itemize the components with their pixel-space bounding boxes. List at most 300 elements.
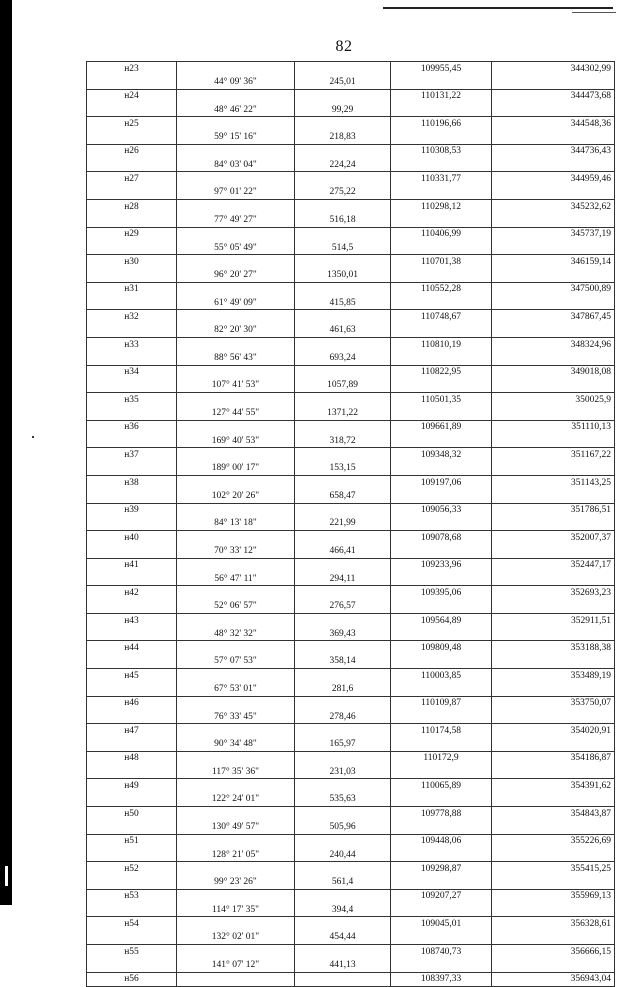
- coordinate-x: 110552,28: [391, 282, 492, 296]
- direction-angle: 84° 03' 04": [177, 158, 295, 172]
- empty-cell: [87, 462, 177, 476]
- empty-cell: [295, 475, 391, 489]
- direction-angle: 57° 07' 53": [177, 655, 295, 669]
- empty-cell: [177, 255, 295, 269]
- segment-length: 278,46: [295, 710, 391, 724]
- coordinate-y: 351167,22: [492, 448, 615, 462]
- coordinate-x: 110406,99: [391, 227, 492, 241]
- empty-cell: [295, 62, 391, 76]
- segment-length: 318,72: [295, 434, 391, 448]
- empty-cell: [492, 738, 615, 752]
- direction-angle: 117° 35' 36": [177, 765, 295, 779]
- empty-cell: [492, 489, 615, 503]
- empty-cell: [87, 75, 177, 89]
- direction-angle: 97° 01' 22": [177, 186, 295, 200]
- direction-angle: 88° 56' 43": [177, 351, 295, 365]
- empty-cell: [87, 324, 177, 338]
- empty-cell: [295, 917, 391, 931]
- point-name: н49: [87, 779, 177, 793]
- coordinate-y: 345232,62: [492, 199, 615, 213]
- point-name: н48: [87, 751, 177, 765]
- point-row: [87, 448, 615, 462]
- coordinate-x: 110174,58: [391, 724, 492, 738]
- coordinate-y: 351786,51: [492, 503, 615, 517]
- empty-cell: [295, 889, 391, 903]
- empty-cell: [87, 931, 177, 945]
- point-name: н38: [87, 475, 177, 489]
- coordinate-x: 109661,89: [391, 420, 492, 434]
- point-row: [87, 310, 615, 324]
- segment-row: [87, 931, 615, 945]
- empty-cell: [177, 972, 295, 986]
- empty-cell: [87, 241, 177, 255]
- coordinate-y: 352447,17: [492, 558, 615, 572]
- point-row: [87, 475, 615, 489]
- empty-cell: [177, 807, 295, 821]
- coordinate-y: 347500,89: [492, 282, 615, 296]
- segment-row: [87, 379, 615, 393]
- empty-cell: [295, 558, 391, 572]
- empty-cell: [391, 489, 492, 503]
- header-rule: [383, 7, 613, 9]
- coordinate-x: 109348,32: [391, 448, 492, 462]
- empty-cell: [87, 186, 177, 200]
- empty-cell: [391, 738, 492, 752]
- empty-cell: [295, 117, 391, 131]
- coordinate-y: 352911,51: [492, 613, 615, 627]
- empty-cell: [177, 144, 295, 158]
- segment-row: [87, 903, 615, 917]
- segment-row: [87, 627, 615, 641]
- segment-length: 441,13: [295, 958, 391, 972]
- coordinate-y: 345737,19: [492, 227, 615, 241]
- empty-cell: [177, 558, 295, 572]
- empty-cell: [391, 793, 492, 807]
- coordinate-x: 110298,12: [391, 199, 492, 213]
- coordinates-table-body: [87, 62, 615, 987]
- direction-angle: 82° 20' 30": [177, 324, 295, 338]
- empty-cell: [87, 130, 177, 144]
- empty-cell: [87, 820, 177, 834]
- direction-angle: 99° 23' 26": [177, 876, 295, 890]
- coordinate-y: 356943,04: [492, 972, 615, 986]
- coordinate-x: 110822,95: [391, 365, 492, 379]
- empty-cell: [295, 586, 391, 600]
- segment-length: 245,01: [295, 75, 391, 89]
- direction-angle: 70° 33' 12": [177, 544, 295, 558]
- segment-length: 561,4: [295, 876, 391, 890]
- point-name: н47: [87, 724, 177, 738]
- empty-cell: [295, 724, 391, 738]
- segment-length: 281,6: [295, 682, 391, 696]
- point-row: [87, 751, 615, 765]
- empty-cell: [492, 103, 615, 117]
- point-row: [87, 724, 615, 738]
- segment-row: [87, 820, 615, 834]
- coordinate-y: 356666,15: [492, 945, 615, 959]
- segment-row: [87, 655, 615, 669]
- point-name: н56: [87, 972, 177, 986]
- empty-cell: [87, 379, 177, 393]
- point-name: н29: [87, 227, 177, 241]
- empty-cell: [177, 310, 295, 324]
- direction-angle: 189° 00' 17": [177, 462, 295, 476]
- direction-angle: 128° 21' 05": [177, 848, 295, 862]
- empty-cell: [87, 489, 177, 503]
- segment-row: [87, 213, 615, 227]
- empty-cell: [295, 337, 391, 351]
- coordinate-x: 109207,27: [391, 889, 492, 903]
- empty-cell: [177, 89, 295, 103]
- point-row: [87, 503, 615, 517]
- segment-row: [87, 489, 615, 503]
- empty-cell: [492, 765, 615, 779]
- empty-cell: [177, 420, 295, 434]
- coordinate-y: 351143,25: [492, 475, 615, 489]
- direction-angle: 107° 41' 53": [177, 379, 295, 393]
- empty-cell: [391, 351, 492, 365]
- empty-cell: [295, 531, 391, 545]
- point-name: н52: [87, 862, 177, 876]
- empty-cell: [295, 696, 391, 710]
- direction-angle: 52° 06' 57": [177, 600, 295, 614]
- coordinate-y: 356328,61: [492, 917, 615, 931]
- point-name: н34: [87, 365, 177, 379]
- empty-cell: [177, 613, 295, 627]
- empty-cell: [391, 130, 492, 144]
- point-row: [87, 282, 615, 296]
- empty-cell: [295, 420, 391, 434]
- empty-cell: [177, 365, 295, 379]
- point-name: н25: [87, 117, 177, 131]
- coordinate-x: 109078,68: [391, 531, 492, 545]
- empty-cell: [391, 848, 492, 862]
- point-name: н24: [87, 89, 177, 103]
- direction-angle: 141° 07' 12": [177, 958, 295, 972]
- empty-cell: [492, 544, 615, 558]
- segment-row: [87, 793, 615, 807]
- point-name: н39: [87, 503, 177, 517]
- empty-cell: [295, 310, 391, 324]
- point-row: [87, 779, 615, 793]
- empty-cell: [177, 393, 295, 407]
- empty-cell: [177, 172, 295, 186]
- segment-row: [87, 75, 615, 89]
- direction-angle: 130° 49' 57": [177, 820, 295, 834]
- empty-cell: [177, 282, 295, 296]
- empty-cell: [87, 434, 177, 448]
- coordinate-y: 344302,99: [492, 62, 615, 76]
- empty-cell: [492, 462, 615, 476]
- empty-cell: [492, 213, 615, 227]
- empty-cell: [295, 751, 391, 765]
- coordinate-y: 351110,13: [492, 420, 615, 434]
- empty-cell: [177, 696, 295, 710]
- point-name: н44: [87, 641, 177, 655]
- segment-row: [87, 186, 615, 200]
- segment-length: 221,99: [295, 517, 391, 531]
- empty-cell: [391, 903, 492, 917]
- point-name: н54: [87, 917, 177, 931]
- coordinate-x: 109448,06: [391, 834, 492, 848]
- empty-cell: [391, 213, 492, 227]
- empty-cell: [87, 903, 177, 917]
- empty-cell: [295, 89, 391, 103]
- direction-angle: 76° 33' 45": [177, 710, 295, 724]
- empty-cell: [87, 351, 177, 365]
- point-row: [87, 62, 615, 76]
- point-row: [87, 807, 615, 821]
- point-name: н32: [87, 310, 177, 324]
- point-name: н31: [87, 282, 177, 296]
- direction-angle: 67° 53' 01": [177, 682, 295, 696]
- empty-cell: [87, 268, 177, 282]
- point-row: [87, 255, 615, 269]
- segment-row: [87, 462, 615, 476]
- segment-length: 466,41: [295, 544, 391, 558]
- scan-speck: [32, 436, 34, 438]
- direction-angle: 169° 40' 53": [177, 434, 295, 448]
- segment-length: 275,22: [295, 186, 391, 200]
- coordinate-x: 109809,48: [391, 641, 492, 655]
- empty-cell: [295, 834, 391, 848]
- empty-cell: [87, 710, 177, 724]
- empty-cell: [295, 807, 391, 821]
- empty-cell: [391, 820, 492, 834]
- empty-cell: [492, 186, 615, 200]
- point-name: н42: [87, 586, 177, 600]
- empty-cell: [492, 351, 615, 365]
- point-name: н40: [87, 531, 177, 545]
- empty-cell: [391, 379, 492, 393]
- point-row: [87, 393, 615, 407]
- empty-cell: [87, 406, 177, 420]
- direction-angle: 56° 47' 11": [177, 572, 295, 586]
- coordinate-x: 110131,22: [391, 89, 492, 103]
- coordinate-x: 110331,77: [391, 172, 492, 186]
- direction-angle: 84° 13' 18": [177, 517, 295, 531]
- point-row: [87, 420, 615, 434]
- point-name: н46: [87, 696, 177, 710]
- direction-angle: 59° 15' 16": [177, 130, 295, 144]
- point-row: [87, 117, 615, 131]
- empty-cell: [177, 724, 295, 738]
- point-name: н27: [87, 172, 177, 186]
- coordinate-y: 344736,43: [492, 144, 615, 158]
- empty-cell: [87, 544, 177, 558]
- empty-cell: [177, 779, 295, 793]
- empty-cell: [295, 503, 391, 517]
- segment-length: 231,03: [295, 765, 391, 779]
- coordinate-x: 109298,87: [391, 862, 492, 876]
- segment-length: 165,97: [295, 738, 391, 752]
- direction-angle: 132° 02' 01": [177, 931, 295, 945]
- segment-length: 1057,89: [295, 379, 391, 393]
- direction-angle: 96° 20' 27": [177, 268, 295, 282]
- coordinate-x: 110701,38: [391, 255, 492, 269]
- coordinate-x: 109045,01: [391, 917, 492, 931]
- empty-cell: [87, 517, 177, 531]
- empty-cell: [295, 227, 391, 241]
- empty-cell: [391, 765, 492, 779]
- coordinate-x: 108397,33: [391, 972, 492, 986]
- coordinate-x: 110003,85: [391, 669, 492, 683]
- point-row: [87, 144, 615, 158]
- coordinate-y: 355415,25: [492, 862, 615, 876]
- empty-cell: [177, 227, 295, 241]
- segment-row: [87, 544, 615, 558]
- segment-row: [87, 710, 615, 724]
- point-row: [87, 862, 615, 876]
- coordinate-x: 109395,06: [391, 586, 492, 600]
- coordinate-y: 352693,23: [492, 586, 615, 600]
- segment-length: 658,47: [295, 489, 391, 503]
- empty-cell: [492, 903, 615, 917]
- segment-row: [87, 765, 615, 779]
- point-name: н53: [87, 889, 177, 903]
- empty-cell: [391, 931, 492, 945]
- point-name: н51: [87, 834, 177, 848]
- empty-cell: [391, 462, 492, 476]
- segment-row: [87, 738, 615, 752]
- segment-length: 276,57: [295, 600, 391, 614]
- empty-cell: [295, 365, 391, 379]
- point-name: н33: [87, 337, 177, 351]
- empty-cell: [492, 958, 615, 972]
- segment-length: 415,85: [295, 296, 391, 310]
- empty-cell: [295, 862, 391, 876]
- coordinate-x: 110748,67: [391, 310, 492, 324]
- coordinate-x: 109955,45: [391, 62, 492, 76]
- segment-length: 514,5: [295, 241, 391, 255]
- point-name: н50: [87, 807, 177, 821]
- empty-cell: [87, 600, 177, 614]
- point-row: [87, 199, 615, 213]
- empty-cell: [295, 972, 391, 986]
- coordinate-x: 110172,9: [391, 751, 492, 765]
- empty-cell: [391, 158, 492, 172]
- scan-edge-gap: [5, 866, 8, 886]
- empty-cell: [492, 572, 615, 586]
- point-row: [87, 972, 615, 986]
- segment-row: [87, 241, 615, 255]
- empty-cell: [87, 765, 177, 779]
- empty-cell: [87, 296, 177, 310]
- coordinate-y: 354020,91: [492, 724, 615, 738]
- direction-angle: 114° 17' 35": [177, 903, 295, 917]
- empty-cell: [177, 586, 295, 600]
- empty-cell: [492, 75, 615, 89]
- coordinate-y: 344959,46: [492, 172, 615, 186]
- empty-cell: [87, 103, 177, 117]
- coordinates-table: [86, 61, 615, 987]
- point-row: [87, 558, 615, 572]
- coordinate-x: 110196,66: [391, 117, 492, 131]
- empty-cell: [492, 130, 615, 144]
- coordinate-y: 347867,45: [492, 310, 615, 324]
- segment-length: 394,4: [295, 903, 391, 917]
- empty-cell: [177, 531, 295, 545]
- empty-cell: [391, 655, 492, 669]
- empty-cell: [492, 876, 615, 890]
- coordinate-y: 350025,9: [492, 393, 615, 407]
- empty-cell: [492, 268, 615, 282]
- point-row: [87, 669, 615, 683]
- empty-cell: [391, 600, 492, 614]
- point-row: [87, 586, 615, 600]
- empty-cell: [492, 820, 615, 834]
- empty-cell: [391, 572, 492, 586]
- empty-cell: [492, 848, 615, 862]
- segment-row: [87, 103, 615, 117]
- coordinate-y: 355969,13: [492, 889, 615, 903]
- coordinate-y: 354186,87: [492, 751, 615, 765]
- point-row: [87, 945, 615, 959]
- empty-cell: [87, 627, 177, 641]
- coordinate-y: 353188,38: [492, 641, 615, 655]
- empty-cell: [295, 282, 391, 296]
- point-row: [87, 89, 615, 103]
- empty-cell: [295, 613, 391, 627]
- empty-cell: [492, 296, 615, 310]
- coordinate-y: 344473,68: [492, 89, 615, 103]
- segment-row: [87, 682, 615, 696]
- direction-angle: 102° 20' 26": [177, 489, 295, 503]
- point-name: н43: [87, 613, 177, 627]
- coordinate-x: 110501,35: [391, 393, 492, 407]
- empty-cell: [177, 448, 295, 462]
- empty-cell: [492, 931, 615, 945]
- empty-cell: [177, 889, 295, 903]
- page-number: 82: [335, 38, 353, 55]
- empty-cell: [177, 917, 295, 931]
- empty-cell: [87, 213, 177, 227]
- segment-length: 1371,22: [295, 406, 391, 420]
- coordinate-y: 344548,36: [492, 117, 615, 131]
- coordinate-x: 110109,87: [391, 696, 492, 710]
- segment-row: [87, 572, 615, 586]
- segment-row: [87, 158, 615, 172]
- point-row: [87, 227, 615, 241]
- segment-row: [87, 517, 615, 531]
- empty-cell: [177, 751, 295, 765]
- point-row: [87, 641, 615, 655]
- empty-cell: [295, 199, 391, 213]
- point-row: [87, 613, 615, 627]
- empty-cell: [87, 738, 177, 752]
- direction-angle: 77° 49' 27": [177, 213, 295, 227]
- segment-length: 454,44: [295, 931, 391, 945]
- empty-cell: [391, 186, 492, 200]
- segment-row: [87, 324, 615, 338]
- segment-row: [87, 268, 615, 282]
- point-row: [87, 365, 615, 379]
- point-row: [87, 917, 615, 931]
- empty-cell: [295, 945, 391, 959]
- segment-length: 693,24: [295, 351, 391, 365]
- segment-length: 1350,01: [295, 268, 391, 282]
- coordinate-x: 110810,19: [391, 337, 492, 351]
- empty-cell: [391, 682, 492, 696]
- scan-edge-bar: [0, 0, 12, 905]
- point-row: [87, 696, 615, 710]
- direction-angle: 61° 49' 09": [177, 296, 295, 310]
- empty-cell: [391, 627, 492, 641]
- empty-cell: [177, 862, 295, 876]
- empty-cell: [492, 241, 615, 255]
- segment-length: 240,44: [295, 848, 391, 862]
- point-name: н23: [87, 62, 177, 76]
